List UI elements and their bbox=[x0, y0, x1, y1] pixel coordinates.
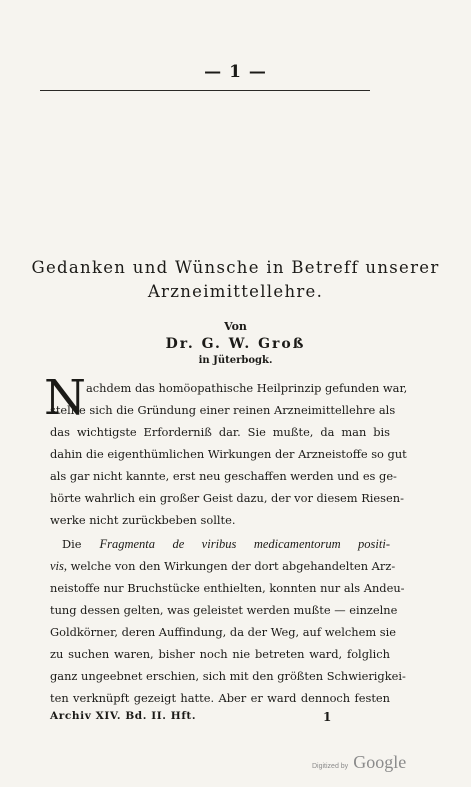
body-line: dahin die eigenthümlichen Wirkungen der Arzneistoffe so gut bbox=[50, 447, 407, 461]
italic-title-cont: vis, bbox=[50, 559, 68, 573]
title-line-1: Gedanken und Wünsche in Betreff unserer bbox=[31, 258, 440, 277]
body-line: zu suchen waren, bisher noch nie betreten ward, folglich bbox=[50, 647, 390, 661]
author-name: Dr. G. W. Groß bbox=[165, 336, 306, 352]
body-line-text: welche von den Wirkungen der dort abgehandelten Arz- bbox=[70, 559, 396, 573]
body-line: als gar nicht kannte, erst neu geschaffen werden und es ge- bbox=[50, 469, 397, 483]
drop-cap-initial: N bbox=[44, 370, 86, 426]
header-rule bbox=[40, 90, 370, 91]
author-place: in Jüterbogk. bbox=[198, 355, 273, 366]
digitized-watermark bbox=[312, 752, 406, 773]
footer-signature: Archiv XIV. Bd. II. Hft. bbox=[50, 710, 197, 722]
body-line: stellte sich die Gründung einer reinen Arzneimittellehre als bbox=[50, 403, 396, 417]
body-line: werke nicht zurückbeben sollte. bbox=[50, 513, 236, 527]
watermark-brand: Google bbox=[353, 752, 407, 772]
body-line: achdem das homöopathische Heilprinzip gefunden war, bbox=[86, 381, 408, 395]
footer-number: 1 bbox=[323, 710, 332, 724]
body-line: hörte wahrlich ein großer Geist dazu, der vor diesem Riesen- bbox=[50, 491, 404, 505]
by-label: Von bbox=[224, 320, 247, 333]
body-line: ten verknüpft gezeigt hatte. Aber er ward dennoch festen bbox=[50, 691, 390, 705]
para2-prefix: Die bbox=[62, 537, 82, 551]
title-line-2: Arzneimittellehre. bbox=[147, 282, 324, 301]
italic-title: Fragmenta de viribus medicamentorum positi- bbox=[99, 537, 390, 551]
body-line: tung dessen gelten, was geleistet werden mußte — einzelne bbox=[50, 603, 398, 617]
body-line: ganz ungeebnet erschien, sich mit den größten Schwierigkei- bbox=[50, 669, 406, 683]
body-line: das wichtigste Erforderniß dar. Sie mußte, da man bis bbox=[50, 425, 390, 439]
page-number-top: — 1 — bbox=[204, 62, 267, 82]
body-line bbox=[50, 556, 396, 576]
body-line: neistoffe nur Bruchstücke enthielten, konnten nur als Andeu- bbox=[50, 581, 405, 595]
watermark-prefix: Digitized by bbox=[312, 763, 349, 770]
body-line-italic bbox=[62, 534, 390, 554]
body-line: Goldkörner, deren Auffindung, da der Weg, auf welchem sie bbox=[50, 625, 396, 639]
